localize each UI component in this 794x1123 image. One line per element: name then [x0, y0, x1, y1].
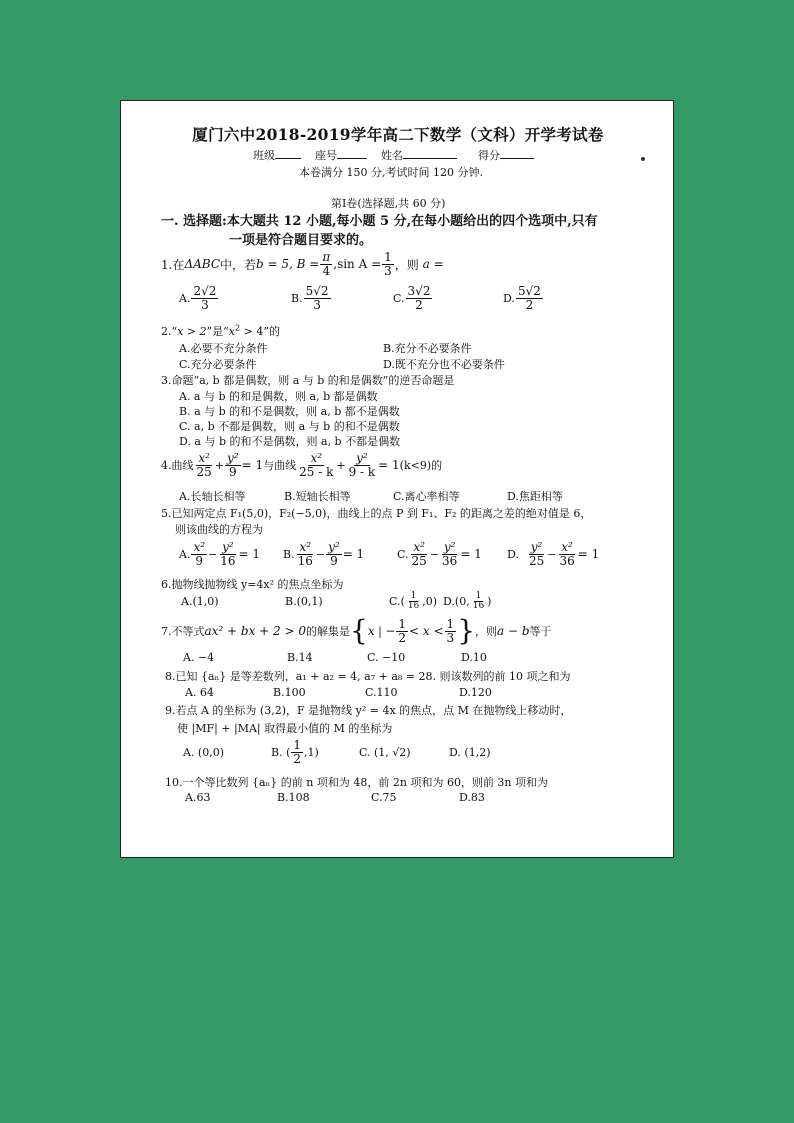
- q3-option-c[interactable]: C. a, b 不都是偶数，则 a 与 b 的和不是偶数: [179, 420, 400, 433]
- q1-suffix: ，则: [394, 257, 419, 272]
- seat-blank[interactable]: [337, 147, 367, 159]
- q1-cond-b: b = 5, B =: [256, 257, 320, 272]
- q7-option-a[interactable]: A. −4: [183, 651, 215, 664]
- question-7-stem: 7.不等式 ax² + bx + 2 > 0 的解集是 { x | − $\frac{1}{2}$ < x < $\frac{1}{3}$ } ，则 a − b 等于: [161, 614, 552, 647]
- q9-option-c[interactable]: C. (1, √2): [359, 746, 411, 759]
- q4-option-a[interactable]: A.长轴长相等: [179, 490, 246, 503]
- question-8-stem: 8.已知 {aₙ} 是等差数列，a₁ + a₂ = 4, a₇ + a₈ = 28. 则该数列的前 10 项之和为: [165, 670, 571, 683]
- score-label: 得分: [477, 149, 500, 162]
- class-blank[interactable]: [275, 147, 301, 159]
- q3-option-a[interactable]: A. a 与 b 的和是偶数，则 a, b 都是偶数: [179, 390, 378, 403]
- q5-option-b[interactable]: B. $\frac{\text{x²}}{16}$ − $\frac{\text{y²}}{9}$ = 1: [283, 540, 365, 568]
- question-6-stem: 6.抛物线抛物线 y=4x² 的焦点坐标为: [161, 578, 344, 591]
- student-info-row: [253, 147, 534, 163]
- q4-option-c[interactable]: C.离心率相等: [393, 490, 460, 503]
- q1-option-b[interactable]: B. $\frac{5√2}{3}$: [291, 284, 329, 312]
- scan-dot: [641, 157, 645, 161]
- q10-option-d[interactable]: D.83: [459, 791, 485, 804]
- q10-option-c[interactable]: C.75: [371, 791, 397, 804]
- q4-option-b[interactable]: B.短轴长相等: [284, 490, 351, 503]
- q1-ask: a =: [422, 257, 444, 272]
- name-blank[interactable]: [403, 147, 457, 159]
- exam-title: 厦门六中2018-2019学年高二下数学（文科）开学考试卷: [192, 125, 604, 144]
- q7-option-c[interactable]: C. −10: [367, 651, 406, 664]
- q1-option-d[interactable]: D. $\frac{5√2}{2}$: [503, 284, 541, 312]
- q6-option-a[interactable]: A.(1,0): [181, 595, 219, 608]
- question-10-stem: 10.一个等比数列 {aₙ} 的前 n 项和为 48，前 2n 项和为 60，则前 3n 项和为: [165, 776, 549, 789]
- seat-label: 座号: [315, 149, 337, 162]
- q9-option-b[interactable]: B. ( $\frac{1}{2}$ ,1): [271, 738, 319, 766]
- q5-option-c[interactable]: C. $\frac{\text{x²}}{25}$ − $\frac{\text{y²}}{36}$ = 1: [397, 540, 482, 568]
- q1-pi-over-4: $\frac{\pi}{4}$: [322, 250, 331, 278]
- q10-option-a[interactable]: A.63: [185, 791, 211, 804]
- q1-one-third: $\frac{1}{3}$: [384, 250, 392, 278]
- q7-option-b[interactable]: B.14: [287, 651, 313, 664]
- question-3-stem: 3.命题“a, b 都是偶数，则 a 与 b 的和是偶数”的逆否命题是: [161, 374, 455, 387]
- q2-option-c[interactable]: C.充分必要条件: [179, 358, 257, 371]
- q6-option-d[interactable]: D.(0, $\frac{1}{16}$ ): [443, 591, 492, 612]
- class-label: 班级: [253, 149, 275, 162]
- q2-option-d[interactable]: D.既不充分也不必要条件: [383, 358, 505, 371]
- q6-option-c[interactable]: C.( $\frac{1}{16}$ ,0): [389, 591, 438, 612]
- section-heading-2: 一项是符合题目要求的。: [229, 233, 373, 248]
- q1-option-c[interactable]: C. $\frac{3√2}{2}$: [393, 284, 431, 312]
- q1-cond-sin: ,sin A =: [333, 257, 382, 272]
- q5-option-d[interactable]: D. $\frac{\text{y²}}{25}$ − $\frac{\text{x²}}{36}$ = 1: [507, 540, 600, 568]
- q1-option-a[interactable]: A. $\frac{2√2}{3}$: [179, 284, 217, 312]
- q7-option-d[interactable]: D.10: [461, 651, 487, 664]
- q8-option-c[interactable]: C.110: [365, 686, 398, 699]
- q9-option-a[interactable]: A. (0,0): [183, 746, 225, 759]
- q3-option-d[interactable]: D. a 与 b 的和不是偶数，则 a, b 不都是偶数: [179, 435, 401, 448]
- exam-paper: [120, 100, 674, 858]
- q4-option-d[interactable]: D.焦距相等: [507, 490, 563, 503]
- question-9-stem-2: 使 |MF| + |MA| 取得最小值的 M 的坐标为: [177, 722, 393, 735]
- q3-option-b[interactable]: B. a 与 b 的和不是偶数，则 a, b 都不是偶数: [179, 405, 400, 418]
- q2-option-b[interactable]: B.充分不必要条件: [383, 342, 472, 355]
- name-label: 姓名: [381, 149, 403, 162]
- q5-option-a[interactable]: A. $\frac{\text{x²}}{9}$ − $\frac{\text{y²}}{16}$ = 1: [179, 540, 261, 568]
- q1-triangle: ΔABC: [184, 257, 221, 272]
- score-blank[interactable]: [500, 147, 534, 159]
- q8-option-a[interactable]: A. 64: [185, 686, 214, 699]
- question-4-stem: 4.曲线 $\frac{\text{x²}}{25}$ + $\frac{\text{y²}}{9}$ = 1 与曲线 $\frac{\text{x²}}{25 - k}$ + $\frac{\text{y²}}{9 - k}$ = 1 (k<9)的: [161, 451, 443, 479]
- exam-note: 本卷满分 150 分,考试时间 120 分钟.: [299, 166, 483, 179]
- question-9-stem: 9.若点 A 的坐标为 (3,2)，F 是抛物线 y² = 4x 的焦点，点 M 在抛物线上移动时，: [165, 704, 572, 717]
- q1-prefix: 1.在: [161, 257, 185, 272]
- q10-option-b[interactable]: B.108: [277, 791, 310, 804]
- question-2-stem: 2.“x > 2”是“$x^2 > 4$”的: [161, 323, 280, 338]
- q2-option-a[interactable]: A.必要不充分条件: [179, 342, 268, 355]
- q8-option-b[interactable]: B.100: [273, 686, 306, 699]
- question-5-stem-2: 则该曲线的方程为: [175, 523, 263, 536]
- question-1-stem: [161, 251, 444, 277]
- q1-mid: 中，若: [220, 257, 257, 272]
- q9-option-d[interactable]: D. (1,2): [449, 746, 491, 759]
- part-title: 第Ⅰ卷(选择题,共 60 分): [331, 197, 446, 210]
- q8-option-d[interactable]: D.120: [459, 686, 492, 699]
- q6-option-b[interactable]: B.(0,1): [285, 595, 323, 608]
- section-heading: 一. 选择题:本大题共 12 小题,每小题 5 分,在每小题给出的四个选项中,只有: [161, 214, 598, 229]
- question-5-stem: 5.已知两定点 F₁(5,0)，F₂(−5,0)，曲线上的点 P 到 F₁、F₂ 的距离之差的绝对值是 6，: [161, 507, 592, 520]
